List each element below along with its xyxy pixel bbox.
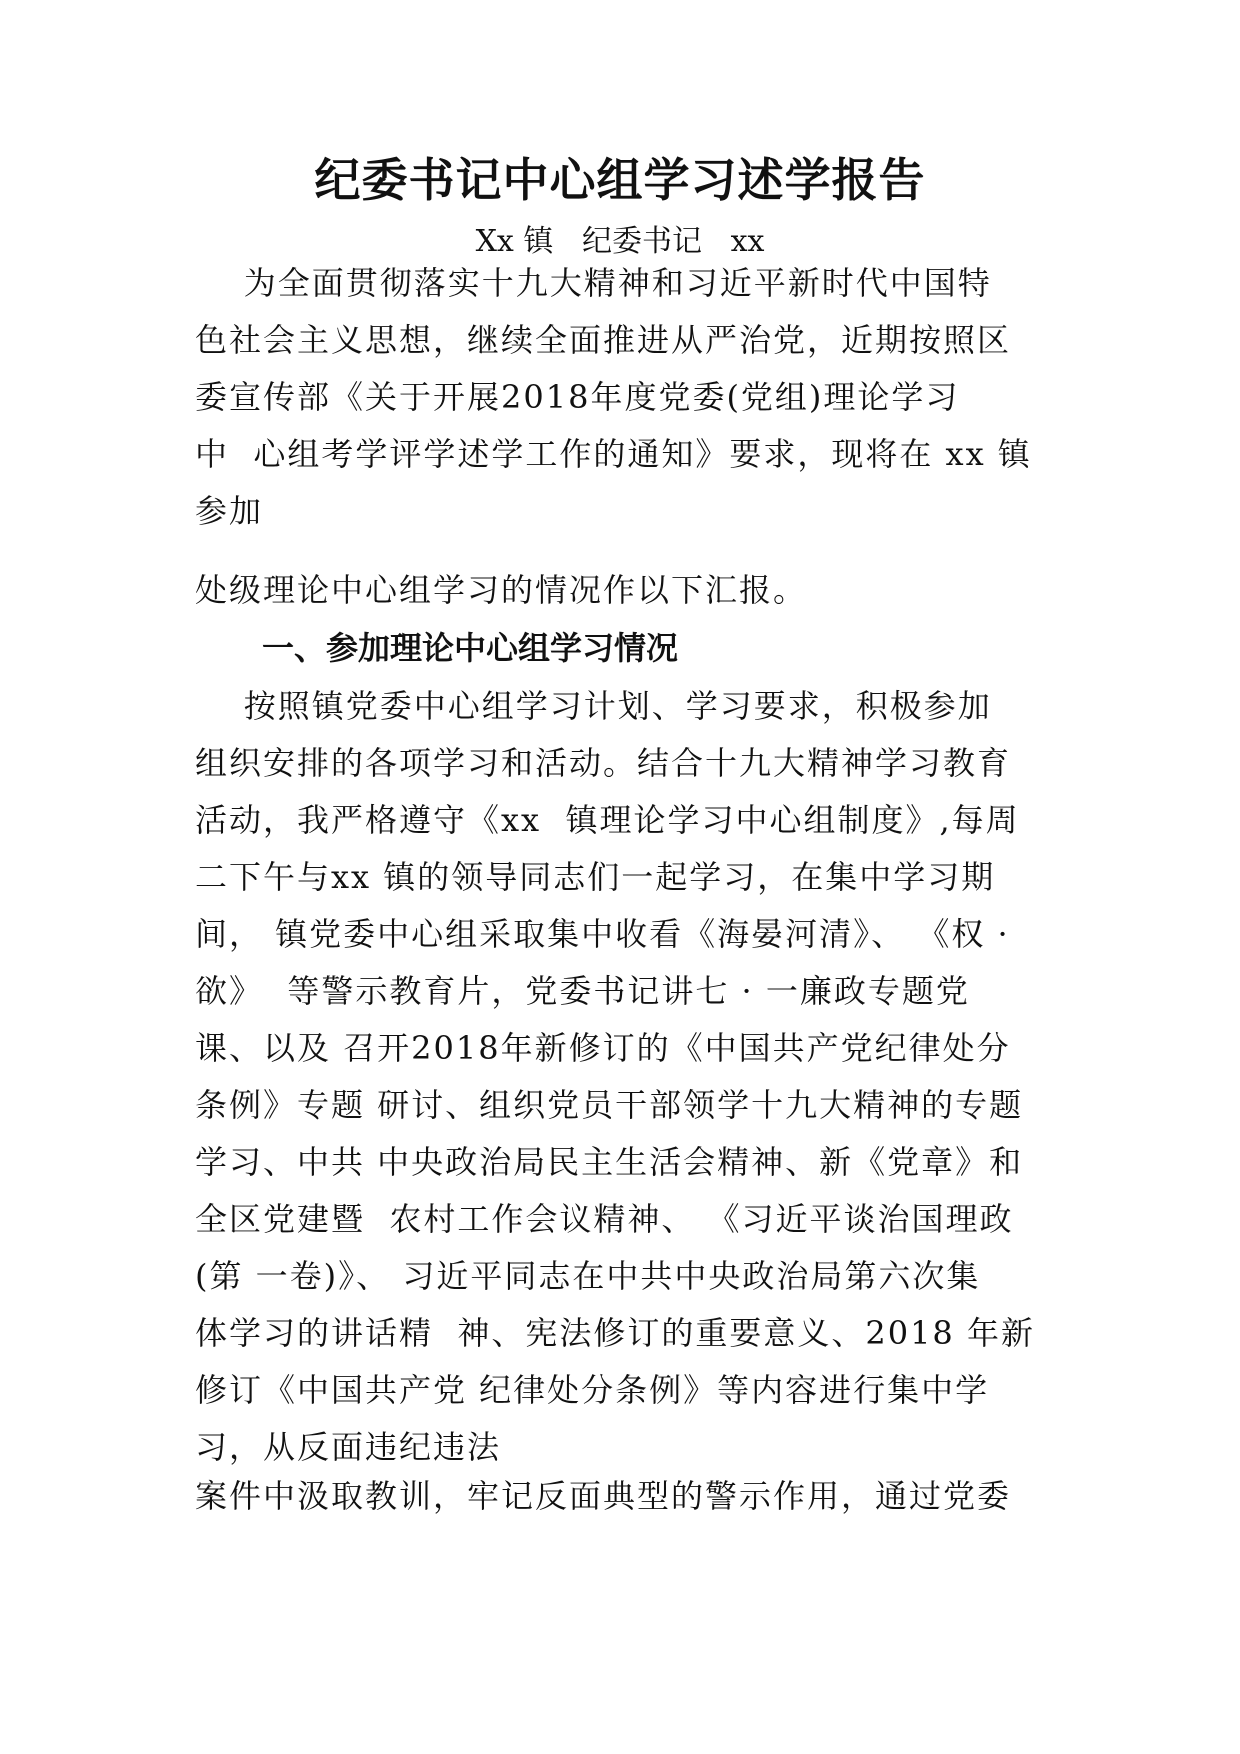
- section1-line: 间， 镇党委中心组采取集中收看《海晏河清》、 《权 ·: [195, 915, 1010, 953]
- section-heading: 一、参加理论中心组学习情况: [262, 629, 679, 667]
- intro-line: 委宣传部《关于开展2018年度党委(党组)理论学习: [195, 378, 960, 416]
- intro-continuation: [195, 562, 1055, 619]
- document-title: 纪委书记中心组学习述学报告: [314, 153, 926, 207]
- section1-line: 体学习的讲话精 神、宪法修订的重要意义、2018 年新: [195, 1314, 1035, 1352]
- intro-line: 参加: [195, 492, 264, 530]
- section1-continuation-line: 案件中汲取教训，牢记反面典型的警示作用，通过党委: [195, 1477, 1012, 1515]
- section1-paragraph: [195, 678, 1055, 1476]
- section1-line: 活动，我严格遵守《xx 镇理论学习中心组制度》,每周: [195, 801, 1020, 839]
- section1-line: 修订《中国共产党 纪律处分条例》等内容进行集中学: [195, 1371, 990, 1409]
- intro-paragraph: [195, 255, 1055, 540]
- section1-line: 组织安排的各项学习和活动。结合十九大精神学习教育: [195, 744, 1012, 782]
- section1-continuation: [195, 1468, 1055, 1525]
- intro-line: 色社会主义思想，继续全面推进从严治党，近期按照区: [195, 321, 1012, 359]
- section1-line: 课、以及 召开2018年新修订的《中国共产党纪律处分: [195, 1029, 1011, 1067]
- intro-continuation-line: 处级理论中心组学习的情况作以下汇报。: [195, 571, 808, 609]
- section1-line: 习，从反面违纪违法: [195, 1428, 502, 1466]
- section1-line: (第 一卷)》、 习近平同志在中共中央政治局第六次集: [195, 1257, 981, 1295]
- section1-line: 全区党建暨 农村工作会议精神、 《习近平谈治国理政: [195, 1200, 1014, 1238]
- section1-line: 学习、中共 中央政治局民主生活会精神、新《党章》和: [195, 1143, 1024, 1181]
- section1-line: 欲》 等警示教育片，党委书记讲七 · 一廉政专题党: [195, 972, 970, 1010]
- section1-line: 条例》专题 研讨、组织党员干部领学十九大精神的专题: [195, 1086, 1024, 1124]
- section1-line: 按照镇党委中心组学习计划、学习要求，积极参加: [195, 687, 992, 725]
- intro-line: 中 心组考学评学述学工作的通知》要求，现将在 xx 镇: [195, 435, 1032, 473]
- document-subtitle: Xx 镇 纪委书记 xx: [475, 224, 765, 259]
- intro-line: 为全面贯彻落实十九大精神和习近平新时代中国特: [195, 264, 992, 302]
- section1-line: 二下午与xx 镇的领导同志们一起学习，在集中学习期: [195, 858, 996, 896]
